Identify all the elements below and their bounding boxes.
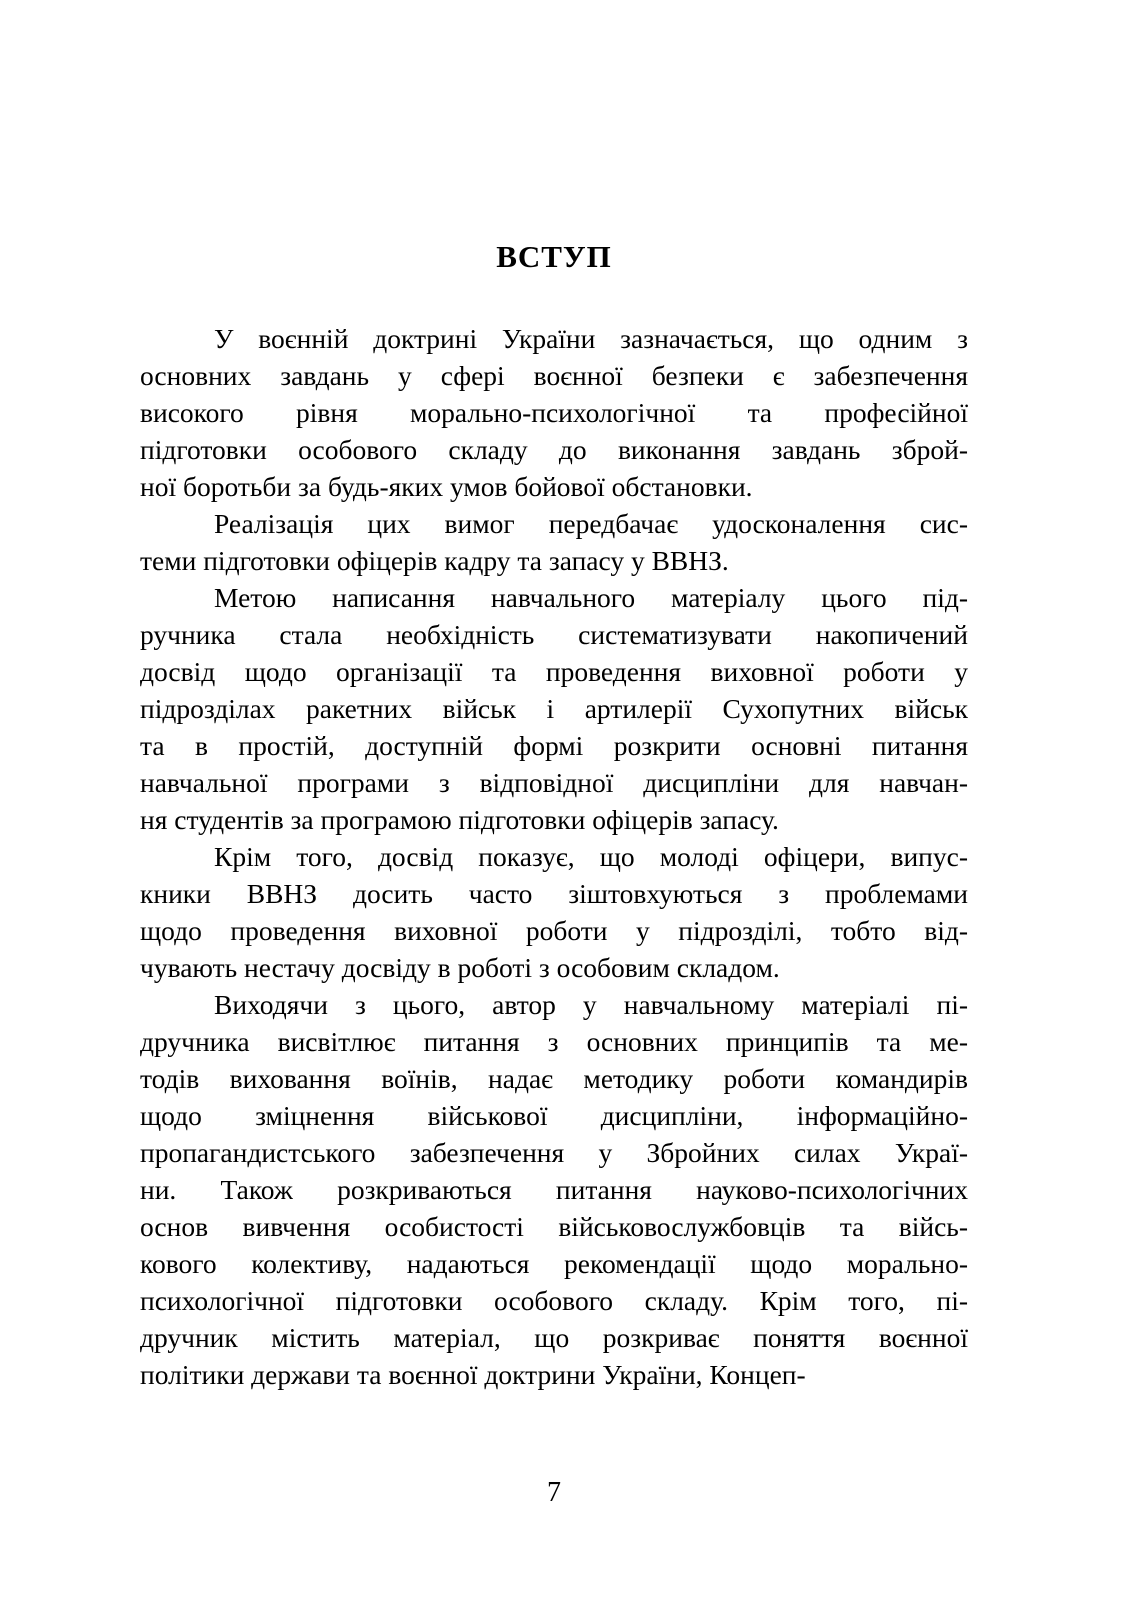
text-block <box>140 240 968 1393</box>
text-line: Метою написання навчального матеріалу цього під- <box>214 582 968 614</box>
text-line: щодо зміцнення військової дисципліни, інформаційно- <box>140 1100 968 1132</box>
text-line: ної боротьби за будь-яких умов бойової обстановки. <box>140 471 753 503</box>
text-line: тодів виховання воїнів, надає методику роботи командирів <box>140 1063 968 1095</box>
text-line: основних завдань у сфері воєнної безпеки є забезпечення <box>140 360 968 392</box>
text-line: дручник містить матеріал, що розкриває поняття воєнної <box>140 1322 968 1354</box>
page-title: ВСТУП <box>496 239 612 274</box>
text-line: ня студентів за програмою підготовки офіцерів запасу. <box>140 804 779 836</box>
text-line: підготовки особового складу до виконання завдань зброй- <box>140 434 968 466</box>
text-line: психологічної підготовки особового складу. Крім того, пі- <box>140 1285 968 1317</box>
paragraph <box>140 320 968 505</box>
text-line: ни. Також розкриваються питання науково-психологічних <box>140 1174 968 1206</box>
paragraph <box>140 579 968 838</box>
text-line: кники ВВНЗ досить часто зіштовхуються з проблемами <box>140 878 968 910</box>
text-line: та в простій, доступній формі розкрити основні питання <box>140 730 968 762</box>
paragraph <box>140 505 968 579</box>
body-text <box>140 320 968 1393</box>
text-line: теми підготовки офіцерів кадру та запасу у ВВНЗ. <box>140 545 729 577</box>
text-line: Реалізація цих вимог передбачає удосконалення сис- <box>214 508 968 540</box>
paragraph <box>140 986 968 1393</box>
text-line: навчальної програми з відповідної дисципліни для навчан- <box>140 767 968 799</box>
text-line: щодо проведення виховної роботи у підрозділі, тобто від- <box>140 915 968 947</box>
text-line: високого рівня морально-психологічної та професійної <box>140 397 968 429</box>
text-line: У воєнній доктрині України зазначається, що одним з <box>214 323 968 355</box>
text-line: ручника стала необхідність систематизувати накопичений <box>140 619 968 651</box>
text-line: Крім того, досвід показує, що молоді офіцери, випус- <box>214 841 968 873</box>
text-line: пропагандистського забезпечення у Збройних силах Украї- <box>140 1137 968 1169</box>
page-number: 7 <box>547 1477 561 1508</box>
paragraph <box>140 838 968 986</box>
text-line: чувають нестачу досвіду в роботі з особовим складом. <box>140 952 780 984</box>
text-line: основ вивчення особистості військовослужбовців та війсь- <box>140 1211 968 1243</box>
text-line: дручника висвітлює питання з основних принципів та ме- <box>140 1026 968 1058</box>
text-line: досвід щодо організації та проведення виховної роботи у <box>140 656 968 688</box>
text-line: підрозділах ракетних військ і артилерії Сухопутних військ <box>140 693 968 725</box>
text-line: Виходячи з цього, автор у навчальному матеріалі пі- <box>214 989 968 1021</box>
text-line: політики держави та воєнної доктрини України, Концеп- <box>140 1359 806 1391</box>
text-line: кового колективу, надаються рекомендації щодо морально- <box>140 1248 968 1280</box>
